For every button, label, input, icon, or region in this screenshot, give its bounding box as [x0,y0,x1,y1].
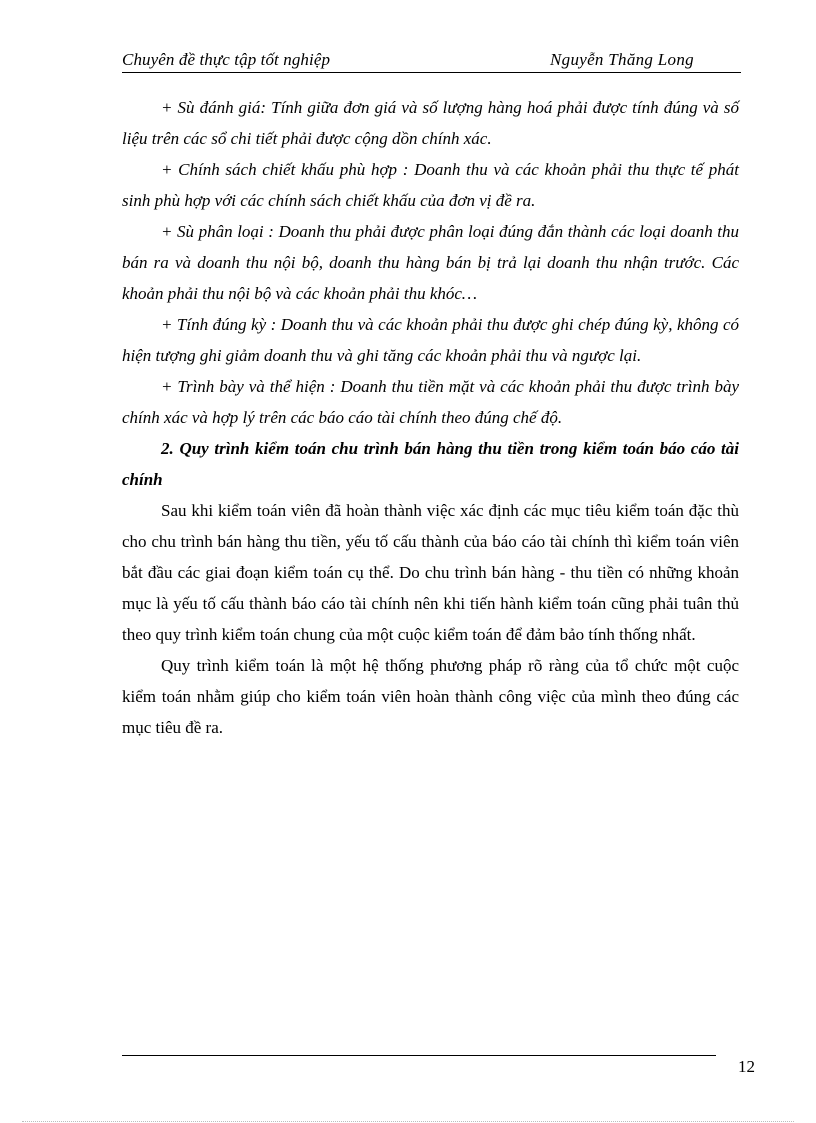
page-content [122,92,739,743]
paragraph-phan-loai: + Sù phân loại : Doanh thu phải được phân loại đúng đắn thành các loại doanh thu bán ra và doanh thu nội bộ, doanh thu hàng bán bị trả lại doanh thu nhận trước. Các khoản phải thu nội bộ và các khoản phải thu khóc… [122,222,739,303]
body-paragraph: Sau khi kiểm toán viên đã hoàn thành việc xác định các mục tiêu kiểm toán đặc thù cho chu trình bán hàng thu tiền, yếu tố cấu thành của báo cáo tài chính thì kiểm toán viên bắt đầu các giai đoạn kiểm toán cụ thể. Do chu trình bán hàng - thu tiền có những khoản mục là yếu tố cấu thành báo cáo tài chính nên khi tiến hành kiểm toán cũng phải tuân thủ theo quy trình kiểm toán chung của một cuộc kiểm toán để đảm bảo tính thống nhất. [122,501,739,644]
page-header [122,48,741,73]
header-author-name: Nguyễn Thăng Long [550,50,694,69]
paragraph-trinh-bay: + Trình bày và thể hiện : Doanh thu tiền mặt và các khoản phải thu được trình bày chính xác và hợp lý trên các báo cáo tài chính theo đúng chế độ. [122,377,739,427]
paragraph-chiet-khau: + Chính sách chiết khấu phù hợp : Doanh thu và các khoản phải thu thực tế phát sinh phù hợp với các chính sách chiết khấu của đơn vị đề ra. [122,160,739,210]
page-edge-divider [22,1121,794,1122]
section-heading: 2. Quy trình kiểm toán chu trình bán hàng thu tiền trong kiểm toán báo cáo tài chính [122,439,739,489]
body-paragraph: Quy trình kiểm toán là một hệ thống phương pháp rõ ràng của tổ chức một cuộc kiểm toán nhằm giúp cho kiểm toán viên hoàn thành công việc của mình theo đúng các mục tiêu đề ra. [122,656,739,737]
paragraph-dung-ky: + Tính đúng kỳ : Doanh thu và các khoản phải thu được ghi chép đúng kỳ, không có hiện tượng ghi giảm doanh thu và ghi tăng các khoản phải thu và ngược lại. [122,315,739,365]
paragraph-danh-gia: + Sù đánh giá: Tính giữa đơn giá và số lượng hàng hoá phải được tính đúng và số liệu trên các sổ chi tiết phải được cộng dồn chính xác. [122,98,739,148]
page-number: 12 [738,1057,755,1076]
header-document-title: Chuyên đề thực tập tốt nghiệp [122,50,331,69]
footer-divider [122,1055,716,1056]
